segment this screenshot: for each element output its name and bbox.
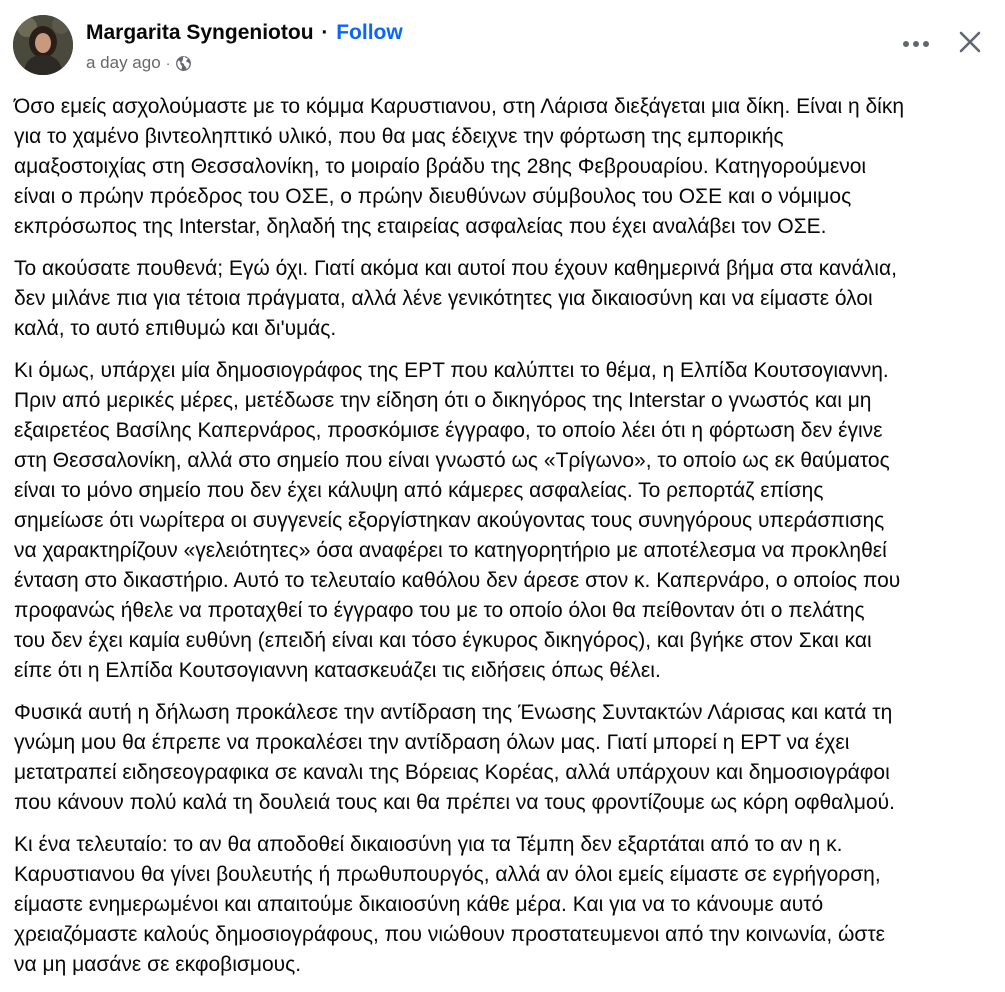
post-paragraph: Κι ένα τελευταίο: το αν θα αποδοθεί δικαιοσύνη για τα Τέμπη δεν εξαρτάται από το αν η κ. Καρυστιανου θα γίνει βουλευτής ή πρωθυπουργός, αλλά αν όλοι εμείς είμαστε σε εγρήγορση, είμαστε ενημερωμένοι και απαιτούμε δικαιοσύνη κάθε μέρα. Και για να το κάνουμε αυτό χρειαζόμαστε καλούς δημοσιογράφους, που νιώθουν προστατευμενοι από την κοινωνία, ώστε να μη μασάνε σε εκφοβισμους. (14, 833, 886, 976)
follow-button[interactable]: Follow (336, 21, 403, 44)
avatar-photo (13, 15, 73, 75)
timestamp[interactable]: a day ago (86, 53, 161, 72)
close-icon (958, 30, 982, 59)
avatar[interactable] (13, 15, 73, 75)
author-name[interactable]: Margarita Syngeniotou (86, 21, 314, 44)
more-options-button[interactable] (895, 26, 937, 62)
separator-dot: · (321, 21, 329, 44)
post-paragraph: Κι όμως, υπάρχει μία δημοσιογράφος της ΕΡΤ που καλύπτει το θέμα, η Ελπίδα Κουτσογιαννη. Πριν από μερικές μέρες, μετέδωσε την είδηση ότι ο δικηγόρος της Interstar ο γνωστός και μη εξαιρετέος Βασίλης Καπερνάρος, προσκόμισε έγγραφο, το οποίο λέει ότι η φόρτωση δεν έγινε στη Θεσσαλονίκη, αλλά στο σημείο που είναι γνωστό ως «Τρίγωνο», το οποίο ως εκ θαύματος είναι το μόνο σημείο που δεν έχει κάλυψη από κάμερες ασφαλείας. Το ρεπορτάζ επίσης σημείωσε ότι νωρίτερα οι συγγενείς εξοργίστηκαν ακούγοντας τους συνηγόρους υπεράσπισης να χαρακτηρίζουν «γελειότητες» όσα αναφέρει το κατηγορητήριο με αποτέλεσμα να προκληθεί ένταση στο δικαστήριο. Αυτό το τελευταίο καθόλου δεν άρεσε στον κ. Καπερνάρο, ο οποίος που προφανώς ήθελε να προταχθεί το έγγραφο του με το οποίο όλοι θα πείθονταν ότι ο πελάτης του δεν έχει καμία ευθύνη (επειδή είναι και τόσο έγκυρος δικηγόρος), και βγήκε στον Σκαι και είπε ότι η Ελπίδα Κουτσογιαννη κατασκευάζει τις ειδήσεις όπως θέλει. (14, 359, 901, 682)
post-paragraph: Φυσικά αυτή η δήλωση προκάλεσε την αντίδραση της Ένωσης Συντακτών Λάρισας και κατά τη γνώμη μου θα έπρεπε να προκαλέσει την αντίδραση όλων μας. Γιατί μπορεί η ΕΡΤ να έχει μετατραπεί ειδησεογραφικα σε καναλι της Βόρειας Κορέας, αλλά υπάρχουν και δημοσιογράφοι που κάνουν πολύ καλά τη δουλειά τους και θα πρέπει να τους φροντίζουμε ως κόρη οφθαλμού. (14, 701, 895, 814)
post-paragraph: Το ακούσατε πουθενά; Εγώ όχι. Γιατί ακόμα και αυτοί που έχουν καθημερινά βήμα στα κανάλια, δεν μιλάνε πια για τέτοια πράγματα, αλλά λένε γενικότητες για δικαιοσύνη και να είμαστε όλοι καλά, το αυτό επιθυμώ και δι'υμάς. (14, 257, 897, 340)
close-button[interactable] (950, 24, 990, 64)
post-meta (86, 51, 192, 75)
globe-icon[interactable] (175, 55, 192, 72)
author-line (86, 19, 403, 47)
post-paragraph: Όσο εμείς ασχολούμαστε με το κόμμα Καρυστιανου, στη Λάρισα διεξάγεται μια δίκη. Είναι η δίκη για το χαμένο βιντεοληπτικό υλικό, που θα μας έδειχνε την φόρτωση της εμπορικής αμαξοστοιχίας στη Θεσσαλονίκη, το μοιραίο βράδυ της 28ης Φεβρουαρίου. Κατηγορούμενοι είναι ο πρώην πρόεδρος του ΟΣΕ, ο πρώην διευθύνων σύμβουλος του ΟΣΕ και ο νόμιμος εκπρόσωπος της Interstar, δηλαδή της εταιρείας ασφαλείας που έχει αναλάβει τον ΟΣΕ. (14, 95, 905, 238)
meta-separator-dot: · (165, 55, 171, 71)
more-options-icon (902, 35, 930, 53)
post-text (14, 92, 999, 992)
